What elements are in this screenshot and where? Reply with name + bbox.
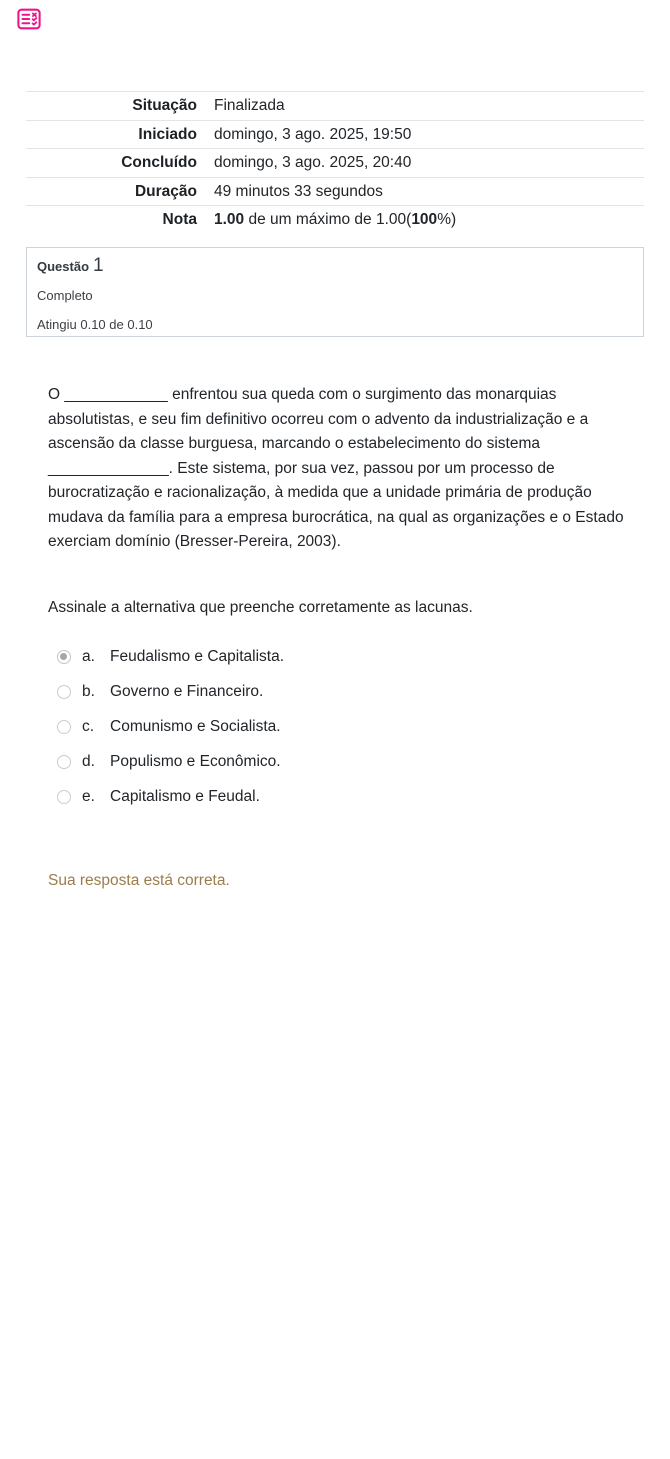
summary-value: 49 minutos 33 segundos [214, 177, 644, 206]
option-a-letter: a. [82, 647, 95, 665]
option-b-letter: b. [82, 682, 95, 700]
answer-feedback: Sua resposta está correta. [48, 872, 230, 889]
option-e-text: Capitalismo e Feudal. [110, 787, 260, 805]
question-number [37, 256, 633, 277]
table-row [26, 149, 644, 178]
answer-option-b[interactable] [57, 680, 284, 703]
summary-label: Iniciado [26, 120, 214, 149]
question-grade: Atingiu 0.10 de 0.10 [37, 317, 153, 332]
option-c-radio[interactable] [57, 720, 71, 734]
summary-value: Finalizada [214, 92, 644, 121]
summary-label: Duração [26, 177, 214, 206]
summary-value: domingo, 3 ago. 2025, 19:50 [214, 120, 644, 149]
table-row [26, 92, 644, 121]
grade-value: 1.00 [214, 211, 245, 228]
option-d-letter: d. [82, 752, 95, 770]
grade-suffix: %) [437, 211, 457, 228]
summary-label: Situação [26, 92, 214, 121]
option-c-letter: c. [82, 717, 95, 735]
answer-option-e[interactable] [57, 785, 284, 808]
question-text: O ____________ enfrentou sua queda com o surgimento das monarquias absolutistas, e seu fim definitivo ocorreu com o advento da industrialização e a ascensão da classe burguesa, marcando o estabelecimento do sistema ______________. Este sistema, por sua vez, passou por um processo de burocratização e racionalização, à medida que a unidade primária de produção mudava da família para a empresa burocrática, na qual as organizações e o Estado exerciam domínio (Bresser-Pereira, 2003). [48, 386, 624, 550]
option-a-text: Feudalismo e Capitalista. [110, 647, 285, 665]
grade-middle-text: de um máximo de 1.00( [244, 211, 412, 228]
option-d-text: Populismo e Econômico. [110, 752, 281, 770]
summary-value: domingo, 3 ago. 2025, 20:40 [214, 149, 644, 178]
question-info-box [26, 247, 644, 337]
option-b-text: Governo e Financeiro. [110, 682, 264, 700]
option-d-radio[interactable] [57, 755, 71, 769]
question-prompt: Assinale a alternativa que preenche corretamente as lacunas. [48, 599, 473, 616]
answer-option-d[interactable] [57, 750, 284, 773]
answer-option-a[interactable] [57, 645, 284, 668]
table-row [26, 177, 644, 206]
grade-percent: 100 [411, 211, 438, 228]
summary-label: Nota [26, 206, 214, 234]
option-e-radio[interactable] [57, 790, 71, 804]
question-label: Questão [37, 259, 90, 274]
question-state: Completo [37, 288, 93, 303]
table-row [26, 206, 644, 234]
option-a-radio[interactable] [57, 650, 71, 664]
answer-options [57, 645, 284, 820]
answer-option-c[interactable] [57, 715, 284, 738]
option-b-radio[interactable] [57, 685, 71, 699]
table-row [26, 120, 644, 149]
option-c-text: Comunismo e Socialista. [110, 717, 281, 735]
summary-label: Concluído [26, 149, 214, 178]
quiz-checklist-icon [16, 6, 42, 32]
option-e-letter: e. [82, 787, 95, 805]
attempt-summary-table [26, 91, 644, 234]
question-number-value: 1 [93, 255, 104, 276]
summary-value-grade [214, 206, 644, 234]
